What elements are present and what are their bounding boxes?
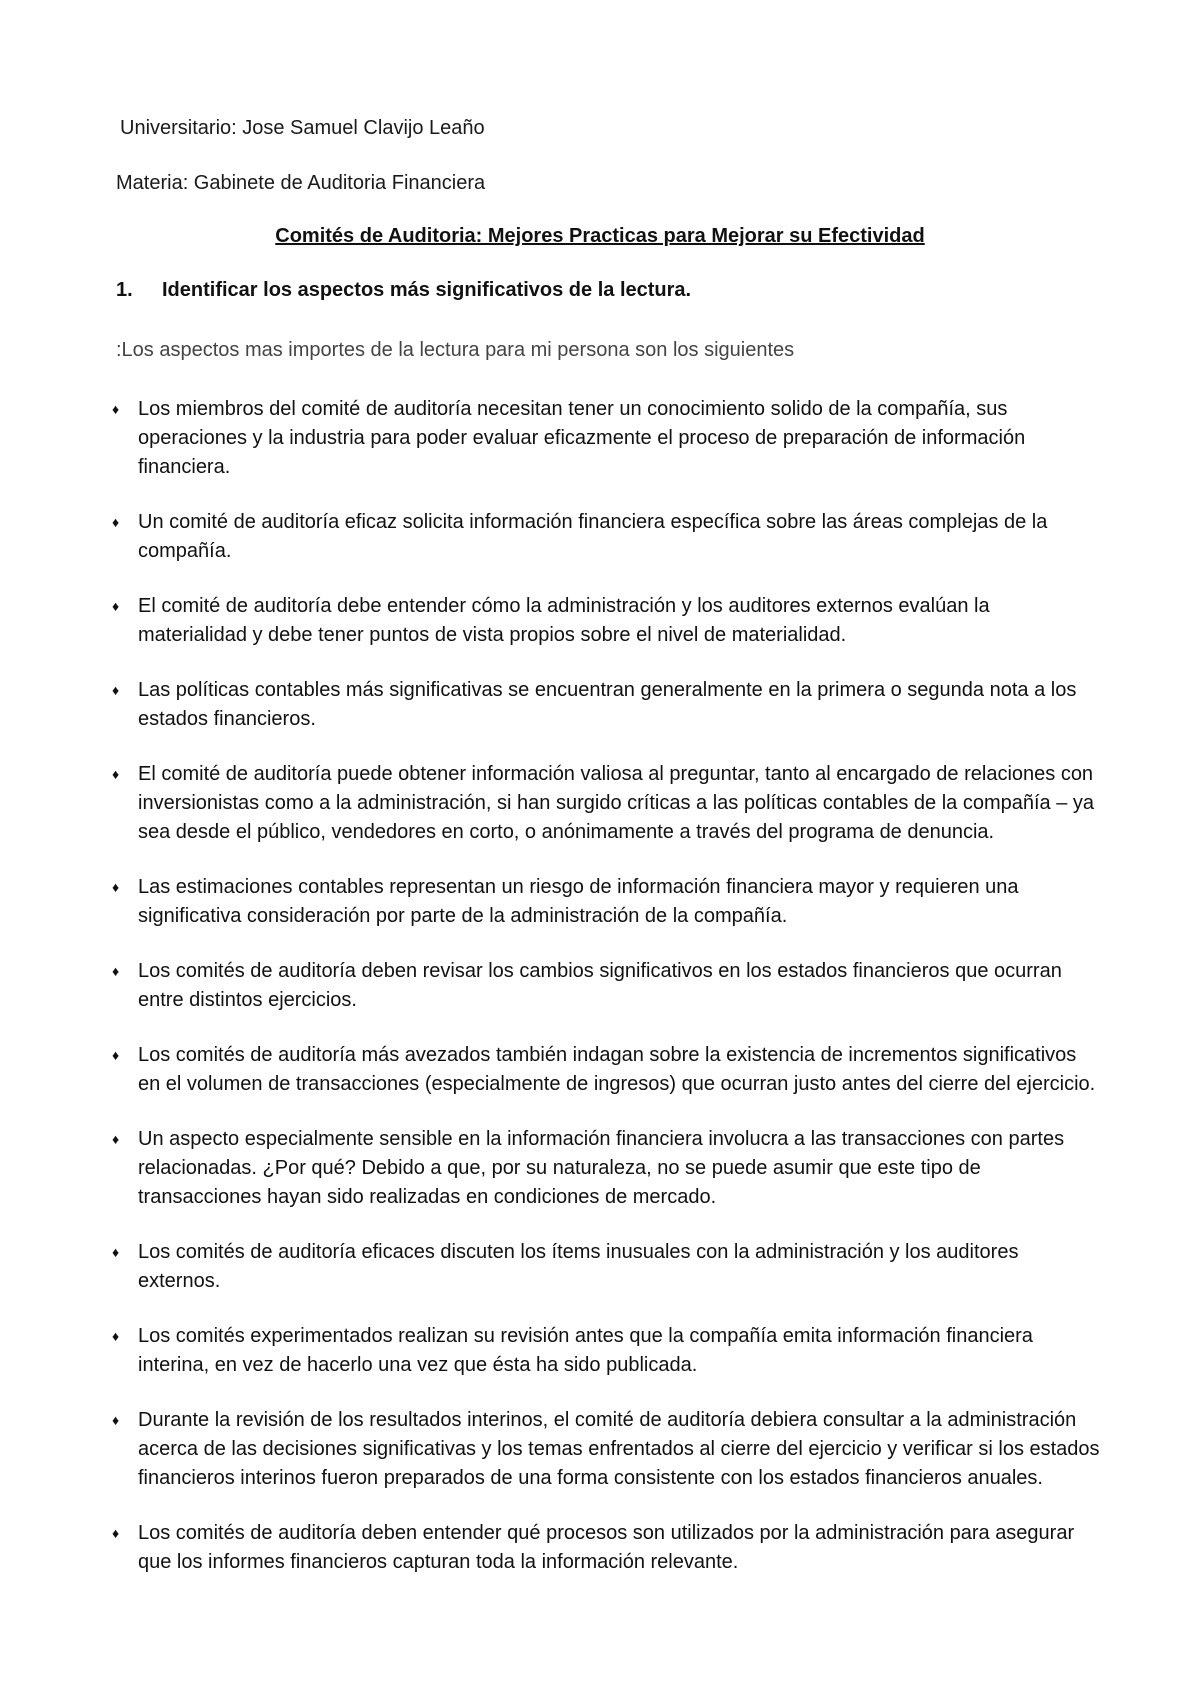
- list-item-text: Los comités experimentados realizan su revisión antes que la compañía emita información financiera interina, en vez de hacerlo una vez que ésta ha sido publicada.: [138, 1325, 1033, 1376]
- bullet-icon: ♦: [112, 1131, 120, 1147]
- bullet-icon: ♦: [112, 1412, 120, 1428]
- bullet-icon: ♦: [112, 766, 120, 782]
- list-item: [112, 676, 1102, 734]
- list-item: [112, 1238, 1102, 1296]
- list-item: [112, 760, 1102, 847]
- list-item-text: Las políticas contables más significativas se encuentran generalmente en la primera o segunda nota a los estados financieros.: [138, 679, 1077, 730]
- list-item-text: Durante la revisión de los resultados interinos, el comité de auditoría debiera consultar a la administración acerca de las decisiones significativas y los temas enfrentados al cierre del ejercicio y verificar si los estados financieros interinos fueron preparados de una forma consistente con los estados financieros anuales.: [138, 1409, 1100, 1489]
- bullet-icon: ♦: [112, 1047, 120, 1063]
- bullet-icon: ♦: [112, 598, 120, 614]
- list-item: [112, 873, 1102, 931]
- bullet-icon: ♦: [112, 514, 120, 530]
- list-item: [112, 1041, 1102, 1099]
- list-item-text: Los comités de auditoría deben entender qué procesos son utilizados por la administración para asegurar que los informes financieros capturan toda la información relevante.: [138, 1522, 1075, 1573]
- intro-text: :Los aspectos mas importes de la lectura para mi persona son los siguientes: [116, 339, 795, 361]
- bullet-icon: ♦: [112, 1525, 120, 1541]
- list-item: [112, 395, 1102, 482]
- list-item: [112, 1519, 1102, 1577]
- list-item: [112, 1125, 1102, 1212]
- list-item-text: Las estimaciones contables representan un riesgo de información financiera mayor y requieren una significativa consideración por parte de la administración de la compañía.: [138, 876, 1019, 927]
- bullet-icon: ♦: [112, 963, 120, 979]
- section-heading: [116, 278, 691, 302]
- list-item-text: Un comité de auditoría eficaz solicita información financiera específica sobre las áreas complejas de la compañía.: [138, 511, 1048, 562]
- list-item: [112, 592, 1102, 650]
- list-item: [112, 1406, 1102, 1493]
- list-item-text: Los comités de auditoría deben revisar los cambios significativos en los estados financieros que ocurran entre distintos ejercicios.: [138, 960, 1062, 1011]
- bullet-icon: ♦: [112, 682, 120, 698]
- section-heading-text: Identificar los aspectos más significativos de la lectura.: [162, 279, 692, 301]
- list-item-text: El comité de auditoría debe entender cómo la administración y los auditores externos evalúan la materialidad y debe tener puntos de vista propios sobre el nivel de materialidad.: [138, 595, 990, 646]
- bullet-icon: ♦: [112, 401, 120, 417]
- document-title: Comités de Auditoria: Mejores Practicas para Mejorar su Efectividad: [275, 225, 925, 247]
- bullet-list: [112, 395, 1102, 1603]
- list-item-text: Un aspecto especialmente sensible en la información financiera involucra a las transacciones con partes relacionadas. ¿Por qué? Debido a que, por su naturaleza, no se puede asumir que este tipo de transacciones hayan sido realizadas en condiciones de mercado.: [138, 1128, 1065, 1208]
- list-item: [112, 508, 1102, 566]
- list-item: [112, 957, 1102, 1015]
- list-item-text: Los miembros del comité de auditoría necesitan tener un conocimiento solido de la compañía, sus operaciones y la industria para poder evaluar eficazmente el proceso de preparación de información financiera.: [138, 398, 1026, 478]
- bullet-icon: ♦: [112, 1328, 120, 1344]
- section-number: 1.: [116, 279, 133, 301]
- list-item-text: El comité de auditoría puede obtener información valiosa al preguntar, tanto al encargado de relaciones con inversionistas como a la administración, si han surgido críticas a las políticas contables de la compañía – ya sea desde el público, vendedores en corto, o anónimamente a través del programa de denuncia.: [138, 763, 1095, 843]
- list-item: [112, 1322, 1102, 1380]
- list-item-text: Los comités de auditoría eficaces discuten los ítems inusuales con la administración y los auditores externos.: [138, 1241, 1019, 1292]
- bullet-icon: ♦: [112, 879, 120, 895]
- bullet-icon: ♦: [112, 1244, 120, 1260]
- student-name: Universitario: Jose Samuel Clavijo Leaño: [120, 117, 485, 139]
- list-item-text: Los comités de auditoría más avezados también indagan sobre la existencia de incrementos significativos en el volumen de transacciones (especialmente de ingresos) que ocurran justo antes del cierre del ejercicio.: [138, 1044, 1096, 1095]
- subject-name: Materia: Gabinete de Auditoria Financiera: [116, 172, 486, 194]
